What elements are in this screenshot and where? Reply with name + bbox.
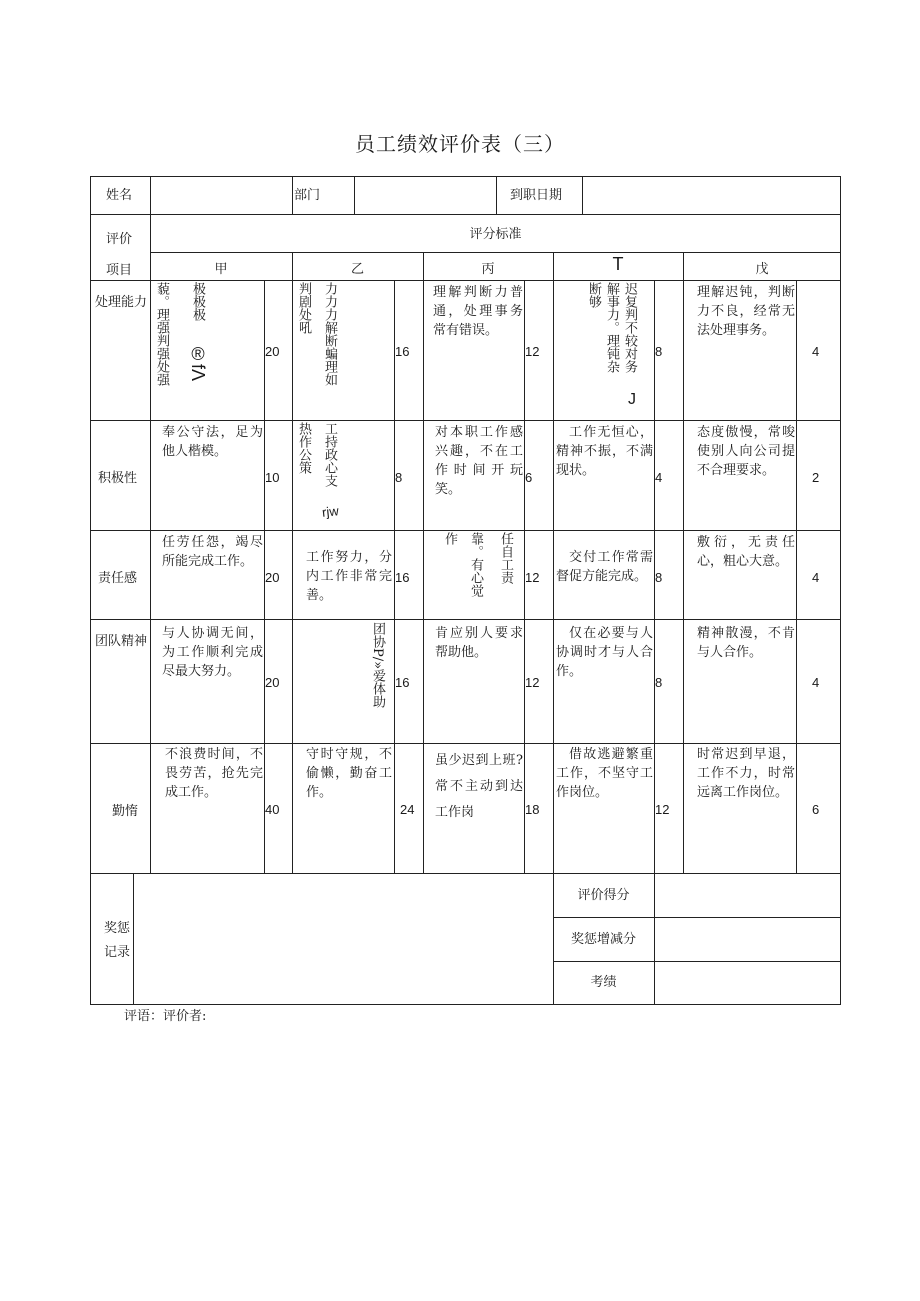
score: 20 <box>265 344 280 359</box>
score: 12 <box>525 344 540 359</box>
item-label: 勤惰 <box>112 804 139 819</box>
rule <box>796 280 797 874</box>
score: 12 <box>525 675 540 690</box>
yi-text: 热作公策 <box>296 422 311 474</box>
wu-text: 态度傲慢，常唆使别人向公司提不合理要求。 <box>697 425 795 478</box>
evaluation-table <box>90 176 841 1005</box>
score: 6 <box>525 470 533 485</box>
yi-text: 力力力解断蝙理如 <box>322 282 337 386</box>
score: 16 <box>395 570 410 585</box>
jia-text: 奉公守法，足为他人楷模。 <box>162 425 263 459</box>
rule <box>90 280 841 281</box>
bing-text: 肯应别人要求帮助他。 <box>435 626 523 660</box>
date-field[interactable] <box>583 177 840 214</box>
score: 20 <box>265 675 280 690</box>
jia-text: 任劳任怨，竭尽所能完成工作。 <box>162 535 263 569</box>
yi-text: 团协P/»爱体助 <box>370 622 385 709</box>
item-label: 处理能力 <box>94 295 147 310</box>
rule <box>90 530 841 531</box>
yi-text: 工作努力，分内工作非常完善。 <box>306 550 392 603</box>
bing-text: 理解判断力普通，处理事务常有错误。 <box>433 285 523 338</box>
rule <box>90 176 91 1005</box>
ding-text: 迟复判不较对务 <box>622 282 637 373</box>
wu-text: 精神散漫，不肯与人合作。 <box>697 626 795 660</box>
score: 4 <box>655 470 663 485</box>
score-field[interactable] <box>655 874 840 917</box>
bing-text: 作 <box>442 532 457 545</box>
score: 8 <box>655 570 663 585</box>
grade-ding: T <box>612 254 624 274</box>
jia-text: 与人协调无间，为工作顺利完成尽最大努力。 <box>162 626 263 679</box>
item-label: 积极性 <box>98 471 138 486</box>
eval-label-bottom: 项目 <box>106 263 133 278</box>
ding-glyph: J <box>628 391 636 408</box>
adjust-label: 奖惩增减分 <box>570 932 636 947</box>
rule <box>840 176 841 1005</box>
ding-text: 解事力。理钝杂 <box>604 282 619 373</box>
rule <box>292 280 293 874</box>
yi-glyph: rjw <box>321 503 340 520</box>
rule <box>683 280 684 874</box>
record-label-bottom: 记录 <box>104 945 131 960</box>
item-label: 责任感 <box>98 571 138 586</box>
bing-text: 对本职工作感兴趣，不在工作时间开玩笑。 <box>435 425 523 497</box>
jia-glyph: ®fΛ <box>188 344 208 382</box>
wu-text: 时常迟到早退，工作不力，时常远离工作岗位。 <box>697 747 795 800</box>
score: 8 <box>655 344 663 359</box>
yi-text: 工持政心支 <box>322 422 337 487</box>
score: 4 <box>812 344 820 359</box>
name-label: 姓名 <box>106 188 133 203</box>
page-title: 员工绩效评价表（三） <box>355 132 565 156</box>
ding-text: 借故逃避繁重工作，不坚守工作岗位。 <box>556 747 653 800</box>
rule <box>90 743 841 744</box>
bing-text: 虽少迟到上班?常不主动到达工作岗 <box>435 753 523 820</box>
rule <box>150 252 841 253</box>
ding-text: 断够 <box>586 282 601 308</box>
perf-label: 考绩 <box>590 975 617 990</box>
score: 16 <box>395 344 410 359</box>
score: 24 <box>400 802 415 817</box>
dept-field[interactable] <box>355 177 496 214</box>
rule <box>90 420 841 421</box>
ding-text: 仅在必要与人协调时才与人合作。 <box>556 626 653 679</box>
score: 16 <box>395 675 410 690</box>
score: 40 <box>265 802 280 817</box>
record-label-top: 奖惩 <box>104 921 131 936</box>
score: 2 <box>812 470 820 485</box>
standard-label: 评分标准 <box>469 227 522 242</box>
rule <box>496 176 497 214</box>
jia-text: 极极极 <box>190 282 205 321</box>
score: 12 <box>525 570 540 585</box>
score: 18 <box>525 802 540 817</box>
grade-bing: 丙 <box>481 262 495 277</box>
jia-text: 藐。理强判强处强 <box>154 282 169 386</box>
score: 20 <box>265 570 280 585</box>
grade-jia: 甲 <box>214 262 228 277</box>
perf-field[interactable] <box>655 962 840 1004</box>
score: 4 <box>812 570 820 585</box>
grade-yi: 乙 <box>350 262 364 277</box>
score: 8 <box>655 675 663 690</box>
wu-text: 理解迟钝，判断力不良，经常无法处理事务。 <box>697 285 795 338</box>
rule <box>90 619 841 620</box>
score-label: 评价得分 <box>577 888 630 903</box>
ding-text: 工作无恒心，精神不振，不满现状。 <box>556 425 653 478</box>
rule <box>553 280 554 874</box>
item-label: 团队精神 <box>94 634 147 649</box>
ding-text: 交付工作常需督促方能完成。 <box>556 550 653 584</box>
score: 10 <box>265 470 280 485</box>
rule <box>423 280 424 874</box>
wu-text: 敷衍，无责任心，粗心大意。 <box>697 535 795 569</box>
yi-text: 判剧处吼 <box>296 282 311 334</box>
score: 8 <box>395 470 403 485</box>
jia-text: 不浪费时间，不畏劳苦，抢先完成工作。 <box>165 747 263 800</box>
score: 6 <box>812 802 820 817</box>
rule <box>292 176 293 214</box>
name-field[interactable] <box>151 177 292 214</box>
rule <box>90 214 841 215</box>
record-field[interactable] <box>134 874 553 1004</box>
date-label: 到职日期 <box>510 188 563 203</box>
footer-note: 评语：评价者: <box>124 1009 207 1024</box>
bing-text: 任自工责 <box>498 532 513 584</box>
yi-text: 守时守规，不偷懒，勤奋工作。 <box>306 747 392 800</box>
grade-wu: 戊 <box>755 262 769 277</box>
dept-label: 部门 <box>294 188 321 203</box>
adjust-field[interactable] <box>655 918 840 961</box>
rule <box>150 214 151 874</box>
bing-text: 靠。有心觉 <box>468 532 483 597</box>
score: 12 <box>655 802 670 817</box>
score: 4 <box>812 675 820 690</box>
eval-label-top: 评价 <box>106 232 133 247</box>
